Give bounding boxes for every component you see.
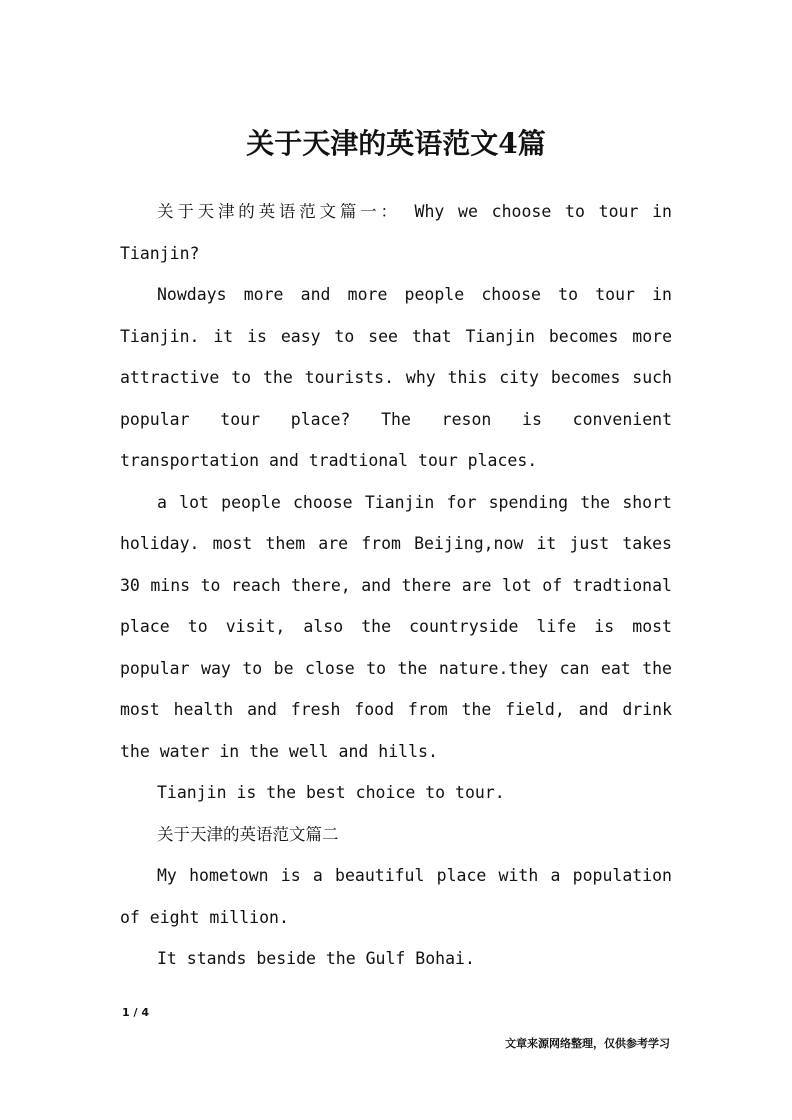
section-heading-2: 关于天津的英语范文篇二 <box>157 824 339 844</box>
paragraph-5: My hometown is a beautiful place with a population of eight million. <box>120 866 672 927</box>
source-note: 文章来源网络整理，仅供参考学习 <box>505 1037 670 1050</box>
paragraph-3: a lot people choose Tianjin for spending the short holiday. most them are from Beijing,now it just takes 30 mins to reach there, and there are lot of tradtional place to visit, also the countryside life is most popular way to be close to the nature.they can eat the most health and fresh food from the field, and drink the water in the well and hills. <box>120 492 672 761</box>
paragraph-4: Tianjin is the best choice to tour. <box>157 783 505 802</box>
paragraph-2: Nowdays more and more people choose to tour in Tianjin. it is easy to see that Tianjin becomes more attractive to the tourists. why this city becomes such popular tour place? The reson is convenient transportation and tradtional tour places. <box>120 285 672 470</box>
paragraph-1: 关于天津的英语范文篇一： Why we choose to tour in Tianjin? <box>120 202 672 263</box>
document-body <box>120 191 672 980</box>
page-number: 1 / 4 <box>122 1006 149 1019</box>
paragraph-6: It stands beside the Gulf Bohai. <box>157 949 475 968</box>
document-title: 关于天津的英语范文4篇 <box>246 127 546 160</box>
